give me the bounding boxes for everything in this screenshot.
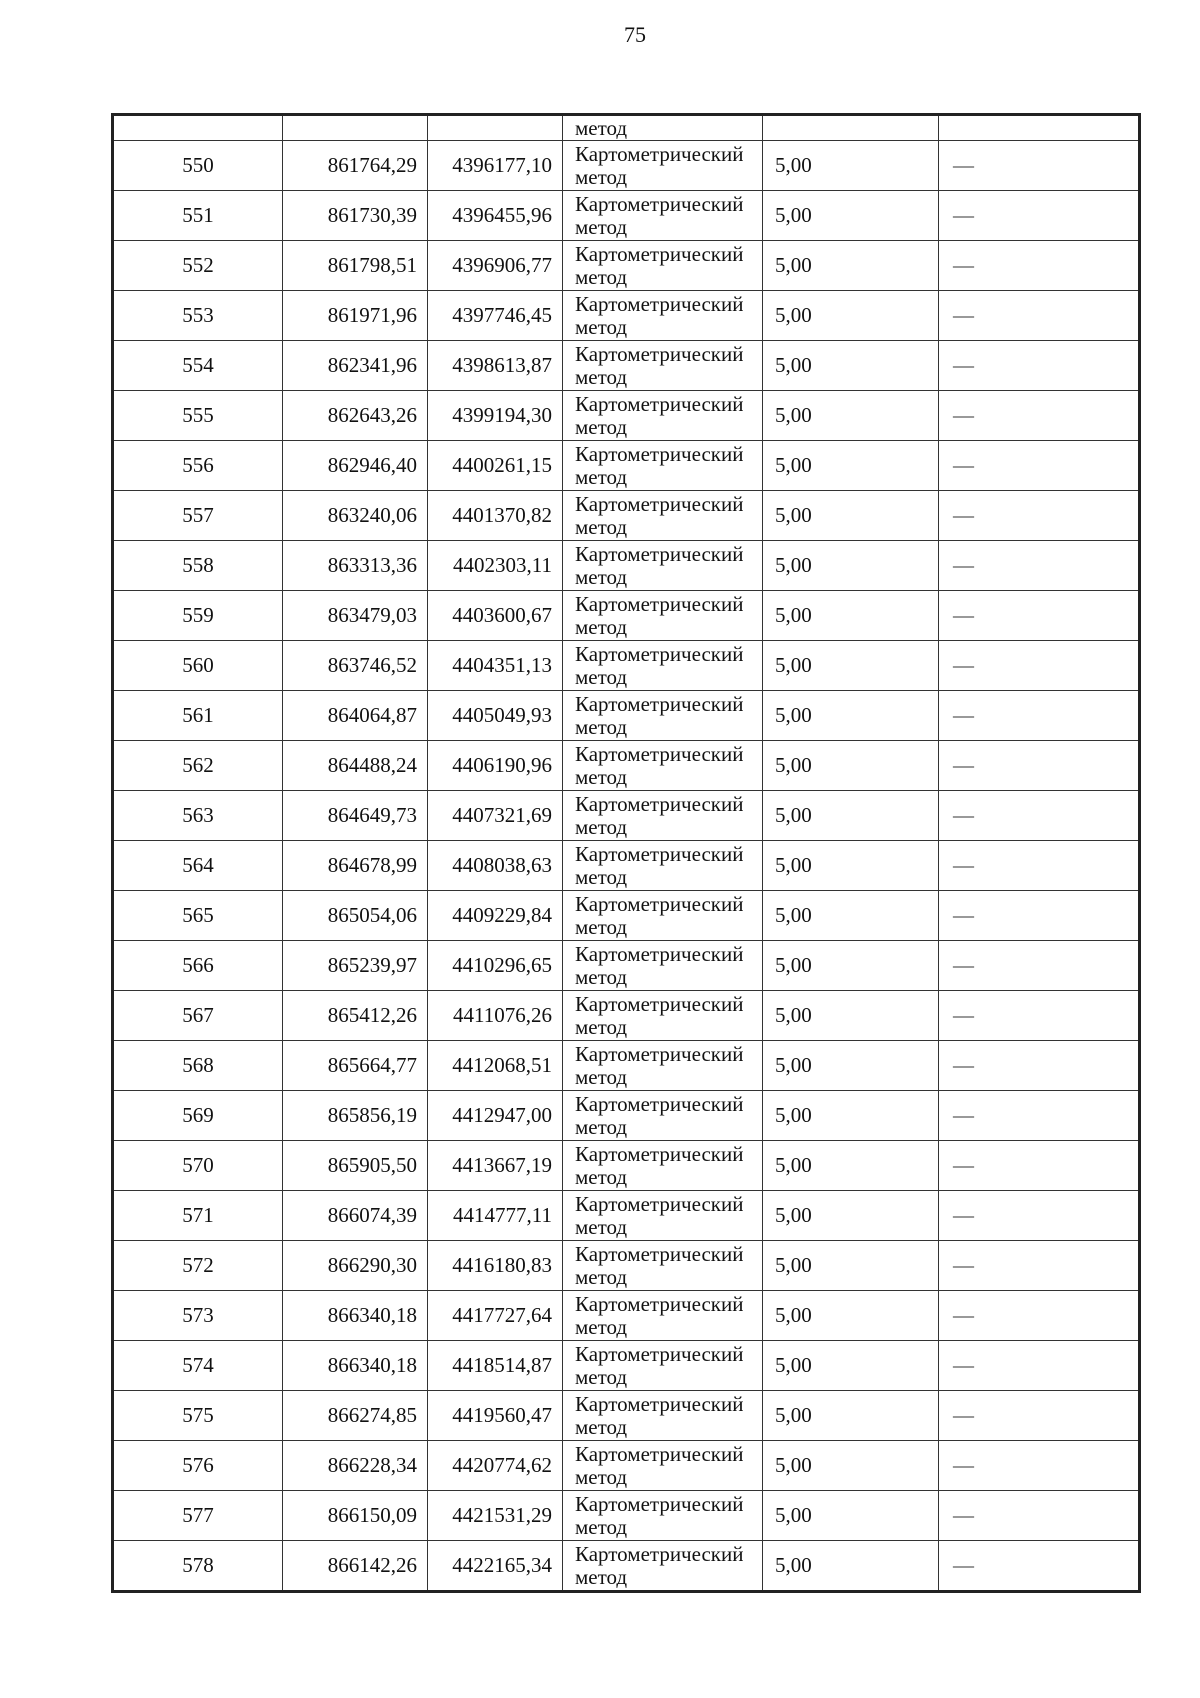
table-cell-method — [563, 1141, 763, 1191]
table-cell-num: 571 — [113, 1191, 283, 1241]
table-cell-accuracy: 5,00 — [763, 691, 939, 741]
table-cell-description: — — [939, 1041, 1140, 1091]
table-cell-description: — — [939, 691, 1140, 741]
table-row — [113, 1291, 1140, 1341]
table-cell-description: — — [939, 191, 1140, 241]
table-cell-accuracy: 5,00 — [763, 1041, 939, 1091]
table-cell-x: 864064,87 — [283, 691, 428, 741]
table-cell-method — [563, 1391, 763, 1441]
table-row — [113, 241, 1140, 291]
method-line-2: метод — [575, 1314, 628, 1339]
table-cell-num: 551 — [113, 191, 283, 241]
table-cell-x: 862643,26 — [283, 391, 428, 441]
table-cell-description: — — [939, 341, 1140, 391]
method-line-1: Картометрический — [575, 1491, 744, 1516]
table-cell-method — [563, 941, 763, 991]
table-row — [113, 1491, 1140, 1541]
method-line-2: метод — [575, 1064, 628, 1089]
table-cell-y: 4414777,11 — [428, 1191, 563, 1241]
table-cell-y: 4412068,51 — [428, 1041, 563, 1091]
method-line-1: Картометрический — [575, 1441, 744, 1466]
table-cell-accuracy: 5,00 — [763, 491, 939, 541]
table-cell-x: 861798,51 — [283, 241, 428, 291]
table-cell-accuracy: 5,00 — [763, 291, 939, 341]
coordinates-table-body — [113, 115, 1140, 1592]
table-cell-method — [563, 1241, 763, 1291]
table-cell-accuracy: 5,00 — [763, 591, 939, 641]
table-cell-description: — — [939, 1291, 1140, 1341]
table-cell-description: — — [939, 1491, 1140, 1541]
table-row — [113, 1441, 1140, 1491]
table-cell-description: — — [939, 1341, 1140, 1391]
method-line-1: Картометрический — [575, 1541, 744, 1566]
table-cell-x: 866340,18 — [283, 1291, 428, 1341]
method-line-2: метод — [575, 964, 628, 989]
table-row — [113, 1541, 1140, 1592]
table-cell-num: 570 — [113, 1141, 283, 1191]
table-row — [113, 1141, 1140, 1191]
method-line-2: метод — [575, 514, 628, 539]
table-cell-num: 558 — [113, 541, 283, 591]
table-cell-y — [428, 115, 563, 141]
table-cell-x: 866228,34 — [283, 1441, 428, 1491]
table-cell-num: 550 — [113, 141, 283, 191]
table-cell-description: — — [939, 591, 1140, 641]
table-cell-x: 863479,03 — [283, 591, 428, 641]
table-cell-accuracy: 5,00 — [763, 1291, 939, 1341]
method-line-1: Картометрический — [575, 791, 744, 816]
table-row — [113, 141, 1140, 191]
method-line-1: Картометрический — [575, 541, 744, 566]
table-cell-method — [563, 1041, 763, 1091]
table-cell-x: 865412,26 — [283, 991, 428, 1041]
table-cell-accuracy: 5,00 — [763, 1141, 939, 1191]
table-cell-num: 554 — [113, 341, 283, 391]
method-line-2: метод — [575, 1564, 628, 1589]
table-cell-accuracy — [763, 115, 939, 141]
table-row-continuation — [113, 115, 1140, 141]
method-line-1: Картометрический — [575, 1291, 744, 1316]
table-cell-y: 4416180,83 — [428, 1241, 563, 1291]
table-cell-accuracy: 5,00 — [763, 841, 939, 891]
method-line-2: метод — [575, 1514, 628, 1539]
table-cell-description: — — [939, 891, 1140, 941]
table-row — [113, 1041, 1140, 1091]
table-cell-method — [563, 441, 763, 491]
table-cell-y: 4404351,13 — [428, 641, 563, 691]
table-cell-description: — — [939, 1141, 1140, 1191]
method-line-1: Картометрический — [575, 1091, 744, 1116]
table-cell-num: 564 — [113, 841, 283, 891]
table-cell-method — [563, 741, 763, 791]
table-cell-x: 865239,97 — [283, 941, 428, 991]
table-cell-num — [113, 115, 283, 141]
table-cell-accuracy: 5,00 — [763, 191, 939, 241]
table-cell-x — [283, 115, 428, 141]
table-cell-y: 4410296,65 — [428, 941, 563, 991]
table-cell-description: — — [939, 641, 1140, 691]
table-cell-x: 861971,96 — [283, 291, 428, 341]
table-cell-method: метод — [563, 115, 763, 141]
method-line-1: Картометрический — [575, 891, 744, 916]
table-cell-accuracy: 5,00 — [763, 541, 939, 591]
table-cell-num: 568 — [113, 1041, 283, 1091]
table-cell-accuracy: 5,00 — [763, 1341, 939, 1391]
table-cell-accuracy: 5,00 — [763, 791, 939, 841]
table-cell-x: 863746,52 — [283, 641, 428, 691]
table-cell-description: — — [939, 841, 1140, 891]
table-cell-y: 4407321,69 — [428, 791, 563, 841]
method-line-2: метод — [575, 1414, 628, 1439]
table-cell-method — [563, 1291, 763, 1341]
table-row — [113, 991, 1140, 1041]
table-cell-method — [563, 991, 763, 1041]
table-cell-num: 563 — [113, 791, 283, 841]
method-line-2: метод — [575, 864, 628, 889]
table-cell-num: 561 — [113, 691, 283, 741]
table-cell-accuracy: 5,00 — [763, 1091, 939, 1141]
method-line-2: метод — [575, 764, 628, 789]
table-cell-accuracy: 5,00 — [763, 1491, 939, 1541]
table-row — [113, 1191, 1140, 1241]
table-cell-method — [563, 1441, 763, 1491]
table-row — [113, 541, 1140, 591]
table-cell-x: 865856,19 — [283, 1091, 428, 1141]
table-cell-x: 862946,40 — [283, 441, 428, 491]
method-line-2: метод — [575, 1264, 628, 1289]
table-cell-num: 553 — [113, 291, 283, 341]
table-cell-num: 552 — [113, 241, 283, 291]
method-line-1: Картометрический — [575, 491, 744, 516]
method-line-2: метод — [575, 564, 628, 589]
table-cell-y: 4408038,63 — [428, 841, 563, 891]
method-line-2: метод — [575, 1114, 628, 1139]
table-cell-method — [563, 1191, 763, 1241]
method-line-2: метод — [575, 614, 628, 639]
table-cell-accuracy: 5,00 — [763, 1191, 939, 1241]
table-cell-num: 560 — [113, 641, 283, 691]
table-cell-method — [563, 391, 763, 441]
table-cell-num: 562 — [113, 741, 283, 791]
table-cell-description: — — [939, 941, 1140, 991]
table-row — [113, 341, 1140, 391]
table-cell-description — [939, 115, 1140, 141]
table-cell-x: 863313,36 — [283, 541, 428, 591]
table-cell-num: 569 — [113, 1091, 283, 1141]
table-cell-method — [563, 1091, 763, 1141]
table-cell-description: — — [939, 1441, 1140, 1491]
table-cell-num: 576 — [113, 1441, 283, 1491]
table-cell-description: — — [939, 391, 1140, 441]
method-line-2: метод — [575, 414, 628, 439]
method-line-2: метод — [575, 364, 628, 389]
table-cell-description: — — [939, 1391, 1140, 1441]
method-line-2: метод — [575, 914, 628, 939]
table-cell-y: 4421531,29 — [428, 1491, 563, 1541]
method-line-2: метод — [575, 1214, 628, 1239]
method-line-1: Картометрический — [575, 1191, 744, 1216]
table-cell-y: 4406190,96 — [428, 741, 563, 791]
method-line-2: метод — [575, 214, 628, 239]
method-line-2: метод — [575, 1364, 628, 1389]
table-row — [113, 191, 1140, 241]
table-cell-method — [563, 541, 763, 591]
table-row — [113, 591, 1140, 641]
table-cell-y: 4400261,15 — [428, 441, 563, 491]
method-line-1: Картометрический — [575, 191, 744, 216]
method-line-2: метод — [575, 464, 628, 489]
method-line-2: метод — [575, 714, 628, 739]
table-cell-accuracy: 5,00 — [763, 641, 939, 691]
table-cell-y: 4396455,96 — [428, 191, 563, 241]
table-cell-y: 4399194,30 — [428, 391, 563, 441]
method-line-1: Картометрический — [575, 291, 744, 316]
method-line-1: Картометрический — [575, 1241, 744, 1266]
table-cell-x: 866150,09 — [283, 1491, 428, 1541]
table-cell-method — [563, 691, 763, 741]
method-line-1: Картометрический — [575, 241, 744, 266]
method-line-2: метод — [575, 814, 628, 839]
table-cell-y: 4418514,87 — [428, 1341, 563, 1391]
table-cell-y: 4413667,19 — [428, 1141, 563, 1191]
table-cell-x: 864678,99 — [283, 841, 428, 891]
table-cell-y: 4422165,34 — [428, 1541, 563, 1592]
table-cell-y: 4402303,11 — [428, 541, 563, 591]
table-cell-num: 565 — [113, 891, 283, 941]
table-row — [113, 791, 1140, 841]
table-row — [113, 1091, 1140, 1141]
table-cell-y: 4396177,10 — [428, 141, 563, 191]
method-line-1: Картометрический — [575, 1341, 744, 1366]
coordinates-table — [111, 113, 1141, 1593]
table-cell-y: 4401370,82 — [428, 491, 563, 541]
table-cell-num: 555 — [113, 391, 283, 441]
table-row — [113, 1341, 1140, 1391]
table-cell-method — [563, 291, 763, 341]
table-cell-accuracy: 5,00 — [763, 991, 939, 1041]
table-cell-num: 575 — [113, 1391, 283, 1441]
method-line-1: Картометрический — [575, 941, 744, 966]
table-cell-x: 861730,39 — [283, 191, 428, 241]
table-cell-y: 4409229,84 — [428, 891, 563, 941]
method-line-2: метод — [575, 664, 628, 689]
table-cell-y: 4397746,45 — [428, 291, 563, 341]
table-cell-y: 4420774,62 — [428, 1441, 563, 1491]
table-cell-accuracy: 5,00 — [763, 1241, 939, 1291]
method-line-1: Картометрический — [575, 441, 744, 466]
table-cell-description: — — [939, 491, 1140, 541]
table-cell-y: 4398613,87 — [428, 341, 563, 391]
table-cell-x: 866340,18 — [283, 1341, 428, 1391]
table-cell-y: 4403600,67 — [428, 591, 563, 641]
method-line-2: метод — [575, 264, 628, 289]
table-row — [113, 441, 1140, 491]
table-cell-method — [563, 491, 763, 541]
table-cell-x: 863240,06 — [283, 491, 428, 541]
table-cell-description: — — [939, 291, 1140, 341]
method-line-1: Картометрический — [575, 841, 744, 866]
table-cell-num: 573 — [113, 1291, 283, 1341]
table-row — [113, 1391, 1140, 1441]
table-cell-accuracy: 5,00 — [763, 1541, 939, 1592]
table-cell-description: — — [939, 791, 1140, 841]
method-line-1: Картометрический — [575, 591, 744, 616]
table-cell-num: 556 — [113, 441, 283, 491]
table-cell-x: 862341,96 — [283, 341, 428, 391]
table-cell-method — [563, 1541, 763, 1592]
table-cell-accuracy: 5,00 — [763, 391, 939, 441]
method-line-2: метод — [575, 1014, 628, 1039]
page-number: 75 — [624, 22, 646, 47]
table-cell-accuracy: 5,00 — [763, 891, 939, 941]
table-row — [113, 491, 1140, 541]
table-cell-num: 574 — [113, 1341, 283, 1391]
table-cell-method — [563, 1491, 763, 1541]
method-line-2: метод — [575, 1464, 628, 1489]
table-cell-x: 865905,50 — [283, 1141, 428, 1191]
table-cell-accuracy: 5,00 — [763, 741, 939, 791]
table-cell-description: — — [939, 241, 1140, 291]
table-cell-num: 572 — [113, 1241, 283, 1291]
table-cell-y: 4417727,64 — [428, 1291, 563, 1341]
table-cell-method — [563, 891, 763, 941]
table-cell-description: — — [939, 991, 1140, 1041]
method-line-1: Картометрический — [575, 641, 744, 666]
table-cell-num: 557 — [113, 491, 283, 541]
table-cell-description: — — [939, 1241, 1140, 1291]
table-cell-accuracy: 5,00 — [763, 441, 939, 491]
table-cell-method — [563, 141, 763, 191]
table-cell-num: 567 — [113, 991, 283, 1041]
table-cell-y: 4412947,00 — [428, 1091, 563, 1141]
table-cell-method — [563, 641, 763, 691]
table-cell-num: 578 — [113, 1541, 283, 1592]
table-cell-y: 4405049,93 — [428, 691, 563, 741]
table-row — [113, 891, 1140, 941]
table-cell-description: — — [939, 1091, 1140, 1141]
table-row — [113, 691, 1140, 741]
table-row — [113, 641, 1140, 691]
table-cell-method — [563, 841, 763, 891]
method-line-1: Картометрический — [575, 691, 744, 716]
method-line-1: Картометрический — [575, 1391, 744, 1416]
table-row — [113, 741, 1140, 791]
table-cell-accuracy: 5,00 — [763, 1441, 939, 1491]
table-cell-x: 866142,26 — [283, 1541, 428, 1592]
table-cell-accuracy: 5,00 — [763, 341, 939, 391]
table-cell-method — [563, 591, 763, 641]
table-cell-x: 865664,77 — [283, 1041, 428, 1091]
table-cell-description: — — [939, 1191, 1140, 1241]
table-cell-method — [563, 341, 763, 391]
table-cell-method — [563, 191, 763, 241]
table-cell-num: 577 — [113, 1491, 283, 1541]
table-row — [113, 1241, 1140, 1291]
table-cell-accuracy: 5,00 — [763, 241, 939, 291]
table-row — [113, 391, 1140, 441]
table-cell-x: 866074,39 — [283, 1191, 428, 1241]
table-cell-num: 566 — [113, 941, 283, 991]
table-cell-y: 4396906,77 — [428, 241, 563, 291]
method-line-2: метод — [575, 164, 628, 189]
table-cell-description: — — [939, 141, 1140, 191]
table-cell-x: 864649,73 — [283, 791, 428, 841]
table-cell-accuracy: 5,00 — [763, 141, 939, 191]
table-cell-num: 559 — [113, 591, 283, 641]
table-row — [113, 941, 1140, 991]
method-line-2: метод — [575, 314, 628, 339]
table-cell-description: — — [939, 441, 1140, 491]
table-cell-x: 864488,24 — [283, 741, 428, 791]
table-cell-description: — — [939, 541, 1140, 591]
table-cell-accuracy: 5,00 — [763, 1391, 939, 1441]
method-line-1: Картометрический — [575, 1041, 744, 1066]
table-cell-accuracy: 5,00 — [763, 941, 939, 991]
table-cell-y: 4411076,26 — [428, 991, 563, 1041]
table-cell-method — [563, 1341, 763, 1391]
method-line-1: Картометрический — [575, 1141, 744, 1166]
table-cell-x: 861764,29 — [283, 141, 428, 191]
table-cell-x: 866274,85 — [283, 1391, 428, 1441]
method-line-1: Картометрический — [575, 341, 744, 366]
method-line-1: Картометрический — [575, 991, 744, 1016]
table-cell-x: 866290,30 — [283, 1241, 428, 1291]
method-line-2: метод — [575, 1164, 628, 1189]
method-line-1: Картометрический — [575, 141, 744, 166]
table-row — [113, 291, 1140, 341]
table-cell-method — [563, 241, 763, 291]
method-line-1: Картометрический — [575, 391, 744, 416]
table-cell-x: 865054,06 — [283, 891, 428, 941]
table-cell-description: — — [939, 1541, 1140, 1592]
table-cell-y: 4419560,47 — [428, 1391, 563, 1441]
table-row — [113, 841, 1140, 891]
table-cell-method — [563, 791, 763, 841]
method-line-1: Картометрический — [575, 741, 744, 766]
table-cell-description: — — [939, 741, 1140, 791]
